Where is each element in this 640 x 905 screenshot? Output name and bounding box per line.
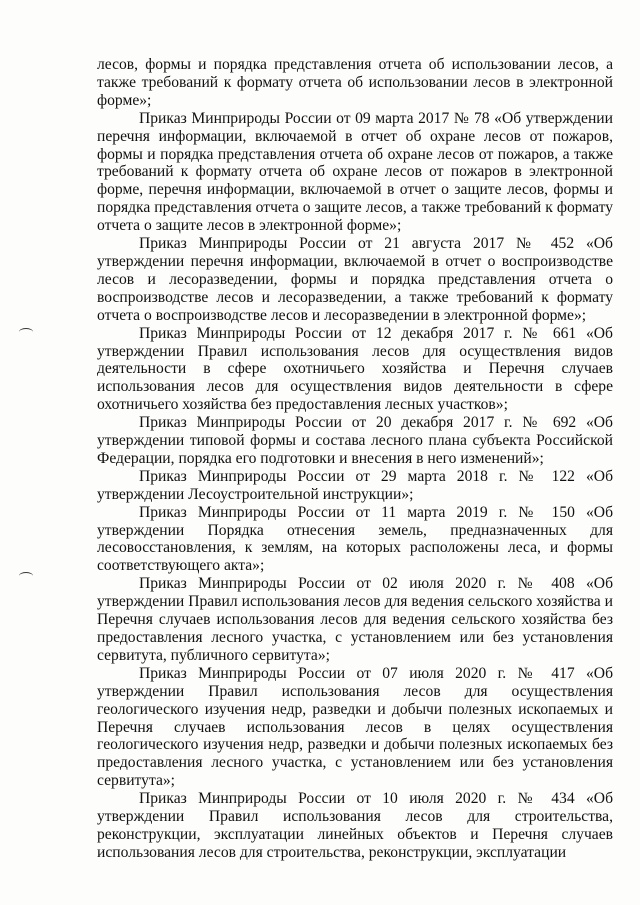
- paragraph: лесов, формы и порядка представления отчета об использовании лесов, а также требований к формату отчета об использовании лесов в электронной форме»;: [97, 56, 613, 109]
- paragraph: Приказ Минприроды России от 21 августа 2017 № 452 «Об утверждении перечня информации, включаемой в отчет о воспроизводстве лесов и лесоразведении, формы и порядка представления отчета о воспроизводстве лесов и лесоразведении, а также требований к формату отчета о воспроизводстве лесов и лесоразведении в электронной форме»;: [97, 235, 613, 324]
- margin-mark: [19, 328, 33, 336]
- paragraph: Приказ Минприроды России от 12 декабря 2017 г. № 661 «Об утверждении Правил использования лесов для осуществления видов деятельности в сфере охотничьего хозяйства и Перечня случаев использования лесов для осуществления видов деятельности в сфере охотничьего хозяйства без предоставления лесных участков»;: [97, 324, 613, 414]
- document-body: [97, 56, 613, 862]
- paragraph: Приказ Минприроды России от 20 декабря 2017 г. № 692 «Об утверждении типовой формы и состава лесного плана субъекта Российской Федерации, порядка его подготовки и внесения в него изменений»;: [97, 414, 613, 467]
- paragraph: Приказ Минприроды России от 02 июля 2020 г. № 408 «Об утверждении Правил использования лесов для ведения сельского хозяйства и Перечня случаев использования лесов для ведения сельского хозяйства без предоставления лесного участка, с установлением или без установления сервитута, публичного сервитута»;: [97, 575, 613, 664]
- paragraph: Приказ Минприроды России от 07 июля 2020 г. № 417 «Об утверждении Правил использования лесов для осуществления геологического изучения недр, разведки и добычи полезных ископаемых и Перечня случаев использования лесов в целях осуществления геологического изучения недр, разведки и добычи полезных ископаемых без предоставления лесного участка, с установлением или без установления сервитута»;: [97, 664, 613, 790]
- paragraph: Приказ Минприроды России от 29 марта 2018 г. № 122 «Об утверждении Лесоустроительной инструкции»;: [97, 467, 613, 503]
- paragraph: Приказ Минприроды России от 10 июля 2020 г. № 434 «Об утверждении Правил использования лесов для строительства, реконструкции, эксплуатации линейных объектов и Перечня случаев использования лесов для строительства, реконструкции, эксплуатации: [97, 790, 613, 861]
- paragraph: Приказ Минприроды России от 11 марта 2019 г. № 150 «Об утверждении Порядка отнесения земель, предназначенных для лесовосстановления, к землям, на которых расположены леса, и формы соответствующего акта»;: [97, 503, 613, 575]
- margin-mark: [19, 572, 33, 580]
- paragraph: Приказ Минприроды России от 09 марта 2017 № 78 «Об утверждении перечня информации, включаемой в отчет об охране лесов от пожаров, формы и порядка представления отчета об охране лесов от пожаров, а также требований к формату отчета об охране лесов от пожаров в электронной форме, перечня информации, включаемой в отчет о защите лесов, формы и порядка представления отчета о защите лесов, а также требований к формату отчета о защите лесов в электронной форме»;: [97, 109, 613, 235]
